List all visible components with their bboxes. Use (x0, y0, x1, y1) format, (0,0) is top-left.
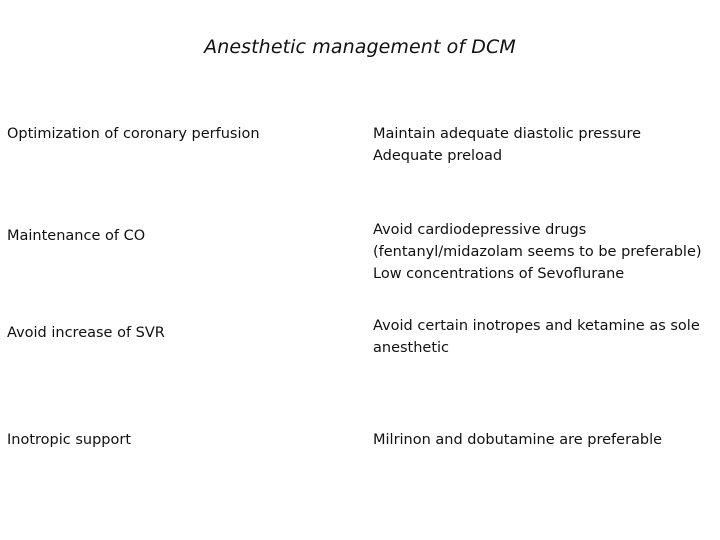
row-label: Optimization of coronary perfusion (7, 126, 260, 142)
detail-line: Maintain adequate diastolic pressure (373, 126, 642, 142)
row-details (373, 219, 718, 285)
detail-line: (fentanyl/midazolam seems to be preferable) (373, 244, 702, 260)
detail-line: Avoid certain inotropes and ketamine as sole (373, 318, 700, 334)
row-details (373, 315, 718, 359)
slide-title: Anesthetic management of DCM (204, 36, 516, 58)
row-label: Maintenance of CO (7, 228, 146, 244)
detail-line: Milrinon and dobutamine are preferable (373, 432, 663, 448)
detail-line: Low concentrations of Sevoflurane (373, 266, 625, 282)
row-details (373, 429, 718, 451)
detail-line: Adequate preload (373, 148, 503, 164)
detail-line: anesthetic (373, 340, 450, 356)
detail-line: Avoid cardiodepressive drugs (373, 222, 587, 238)
row-label: Inotropic support (7, 432, 132, 448)
row-label: Avoid increase of SVR (7, 325, 165, 341)
row-details (373, 123, 718, 167)
